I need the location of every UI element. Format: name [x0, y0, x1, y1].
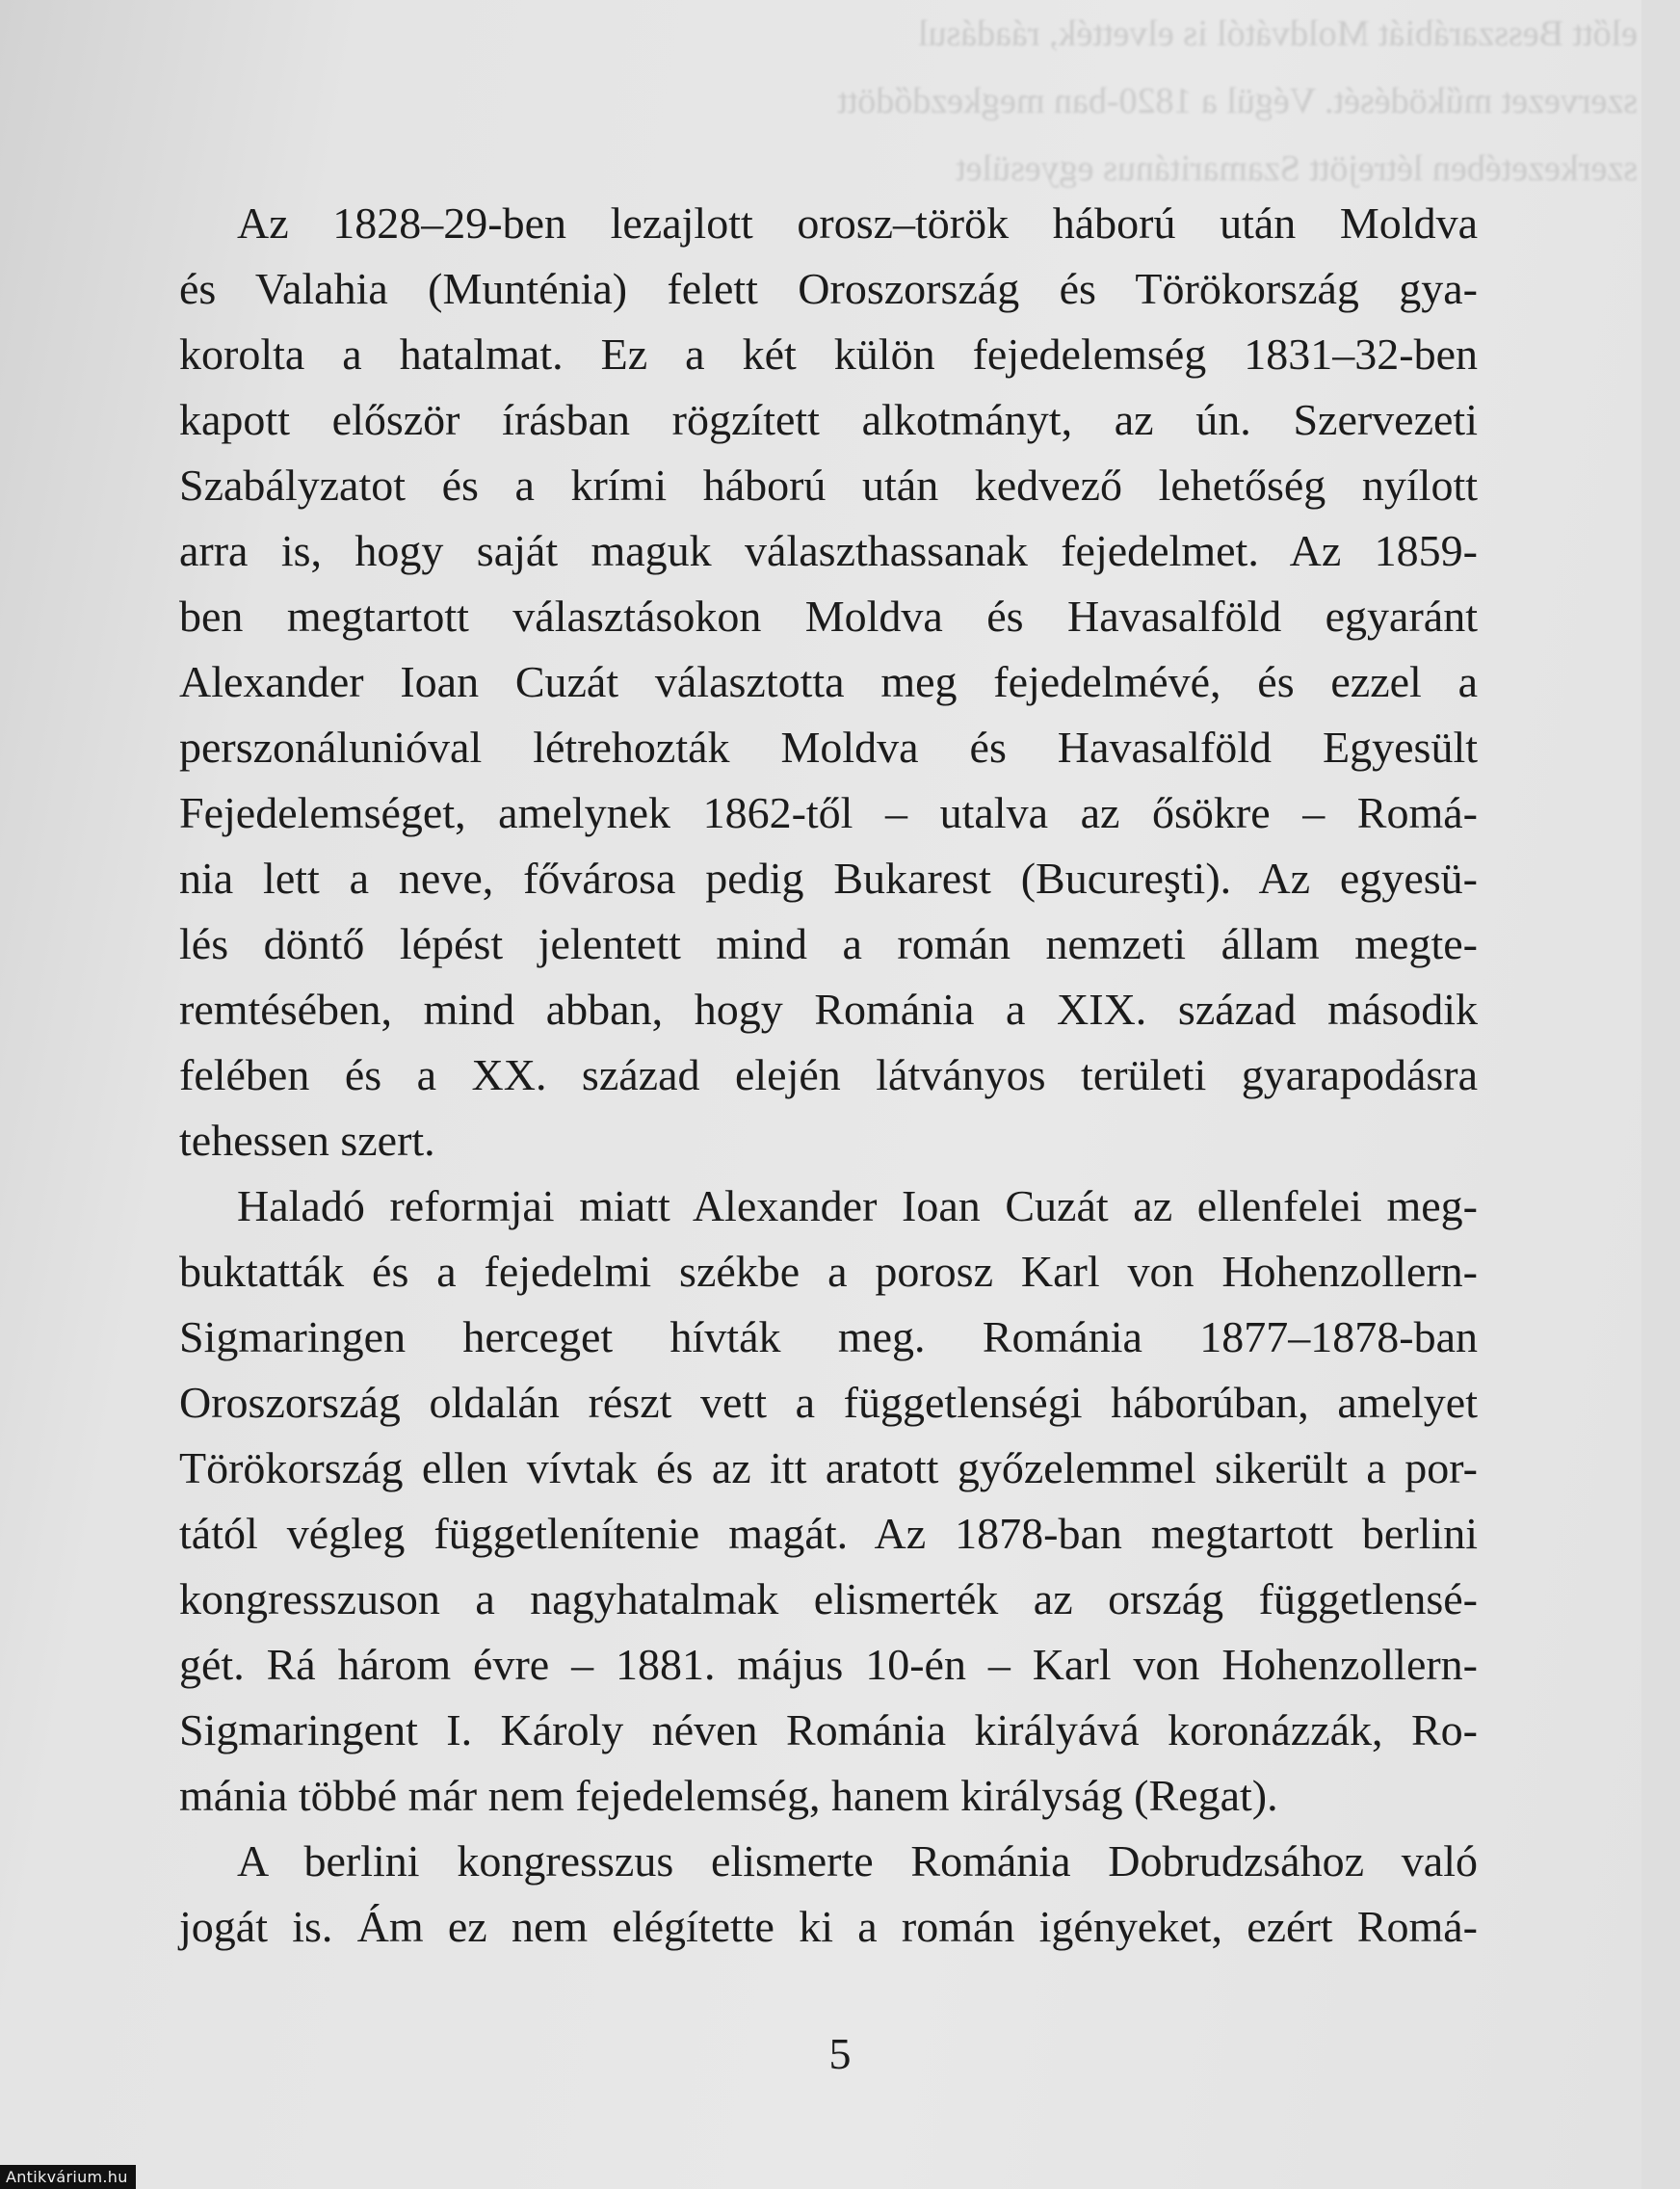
text-line: kapott először írásban rögzített alkotmányt, az ún. Szervezeti — [179, 395, 1478, 444]
text-line: felében és a XX. század elején látványos területi gyarapodásra — [179, 1050, 1478, 1099]
body-text — [179, 191, 1478, 1960]
bleed-line: szervezet működését. Végül a 1820-ban megkezdődött — [837, 81, 1638, 121]
paragraph-1 — [179, 191, 1478, 1174]
text-line: Alexander Ioan Cuzát választotta meg fejedelmévé, és ezzel a — [179, 657, 1478, 706]
text-line: gét. Rá három évre – 1881. május 10-én – Karl von Hohenzollern- — [179, 1640, 1478, 1689]
text-line: tától végleg függetlenítenie magát. Az 1878-ban megtartott berlini — [179, 1509, 1478, 1558]
text-line: remtésében, mind abban, hogy Románia a XIX. század második — [179, 985, 1478, 1034]
text-line: buktatták és a fejedelmi székbe a porosz Karl von Hohenzollern- — [179, 1247, 1478, 1296]
text-line: Az 1828–29-ben lezajlott orosz–török háború után Moldva — [237, 198, 1478, 248]
text-line: Szabályzatot és a krími háború után kedvező lehetőség nyílott — [179, 461, 1478, 510]
bleed-line: előtt Besszarábiát Moldvától is elvették, ráadásul — [917, 13, 1638, 54]
text-line: lés döntő lépést jelentett mind a román nemzeti állam megte- — [179, 919, 1478, 968]
text-line: mánia többé már nem fejedelemség, hanem királyság (Regat). — [179, 1771, 1278, 1820]
text-line: Fejedelemséget, amelynek 1862-től – utalva az ősökre – Romá- — [179, 788, 1478, 837]
text-line: és Valahia (Munténia) felett Oroszország és Törökország gya- — [179, 264, 1478, 313]
text-line: Oroszország oldalán részt vett a függetlenségi háborúban, amelyet — [179, 1378, 1478, 1427]
text-line: Haladó reformjai miatt Alexander Ioan Cuzát az ellenfelei meg- — [237, 1181, 1478, 1230]
text-line: arra is, hogy saját maguk választhassanak fejedelmet. Az 1859- — [179, 526, 1478, 575]
text-line: A berlini kongresszus elismerte Románia Dobrudzsához való — [237, 1836, 1478, 1886]
bleed-line: szerkezetében létrejött Szamaritánus egyesület — [956, 148, 1638, 189]
text-line: nia lett a neve, fővárosa pedig Bukarest (Bucureşti). Az egyesü- — [179, 854, 1478, 903]
paragraph-3 — [179, 1829, 1478, 1960]
text-line: Sigmaringen herceget hívták meg. Románia 1877–1878-ban — [179, 1312, 1478, 1361]
page-number: 5 — [828, 2029, 852, 2078]
text-line: tehessen szert. — [179, 1116, 435, 1165]
bleed-through-text — [837, 0, 1638, 202]
text-line: ben megtartott választásokon Moldva és Havasalföld egyaránt — [179, 592, 1478, 641]
text-line: perszonálunióval létrehozták Moldva és Havasalföld Egyesült — [179, 723, 1478, 772]
paragraph-2 — [179, 1174, 1478, 1829]
text-line: korolta a hatalmat. Ez a két külön fejedelemség 1831–32-ben — [179, 330, 1478, 379]
text-line: Törökország ellen vívtak és az itt aratott győzelemmel sikerült a por- — [179, 1443, 1478, 1492]
text-line: kongresszuson a nagyhatalmak elismerték az ország függetlensé- — [179, 1574, 1478, 1623]
watermark: Antikvárium.hu — [0, 2165, 136, 2189]
text-line: jogát is. Ám ez nem elégítette ki a román igényeket, ezért Romá- — [179, 1902, 1478, 1951]
text-line: Sigmaringent I. Károly néven Románia királyává koronázzák, Ro- — [179, 1705, 1478, 1754]
